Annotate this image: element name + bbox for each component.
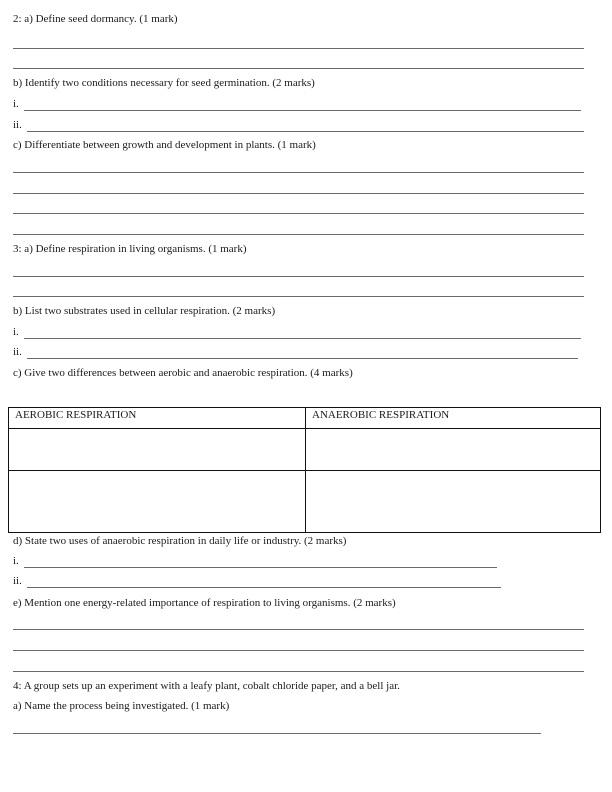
q3d-prompt: d) State two uses of anaerobic respiration in daily life or industry. (2 marks)	[13, 535, 347, 547]
table-header-anaerobic: ANAEROBIC RESPIRATION	[306, 408, 601, 429]
q4a-prompt: a) Name the process being investigated. (1 mark)	[13, 700, 230, 712]
q3e-prompt: e) Mention one energy-related importance of respiration to living organisms. (2 marks)	[13, 597, 396, 609]
answer-line[interactable]	[13, 733, 541, 734]
q2a-prompt: 2: a) Define seed dormancy. (1 mark)	[13, 13, 178, 25]
q2b-prompt: b) Identify two conditions necessary for seed germination. (2 marks)	[13, 77, 315, 89]
answer-line[interactable]	[13, 48, 584, 49]
item-label: ii.	[13, 575, 22, 587]
comparison-table	[8, 407, 601, 533]
answer-line[interactable]	[13, 276, 584, 277]
table-cell[interactable]	[306, 429, 601, 471]
q4-intro: 4: A group sets up an experiment with a leafy plant, cobalt chloride paper, and a bell jar.	[13, 680, 400, 692]
item-label: i.	[13, 326, 19, 338]
answer-line[interactable]	[24, 110, 581, 111]
table-header-aerobic: AEROBIC RESPIRATION	[9, 408, 306, 429]
answer-line[interactable]	[13, 172, 584, 173]
answer-line[interactable]	[27, 131, 584, 132]
item-label: ii.	[13, 346, 22, 358]
answer-line[interactable]	[13, 213, 584, 214]
answer-line[interactable]	[13, 234, 584, 235]
table-cell[interactable]	[9, 471, 306, 533]
q3a-prompt: 3: a) Define respiration in living organisms. (1 mark)	[13, 243, 247, 255]
answer-line[interactable]	[13, 68, 584, 69]
answer-line[interactable]	[13, 671, 584, 672]
answer-line[interactable]	[13, 193, 584, 194]
item-label: i.	[13, 555, 19, 567]
item-label: ii.	[13, 119, 22, 131]
q3b-prompt: b) List two substrates used in cellular respiration. (2 marks)	[13, 305, 276, 317]
answer-line[interactable]	[27, 587, 501, 588]
answer-line[interactable]	[13, 629, 584, 630]
answer-line[interactable]	[13, 296, 584, 297]
table-cell[interactable]	[306, 471, 601, 533]
answer-line[interactable]	[27, 358, 578, 359]
answer-line[interactable]	[24, 338, 581, 339]
answer-line[interactable]	[13, 650, 584, 651]
item-label: i.	[13, 98, 19, 110]
table-cell[interactable]	[9, 429, 306, 471]
answer-line[interactable]	[24, 567, 497, 568]
q2c-prompt: c) Differentiate between growth and development in plants. (1 mark)	[13, 139, 316, 151]
q3c-prompt: c) Give two differences between aerobic and anaerobic respiration. (4 marks)	[13, 367, 353, 379]
